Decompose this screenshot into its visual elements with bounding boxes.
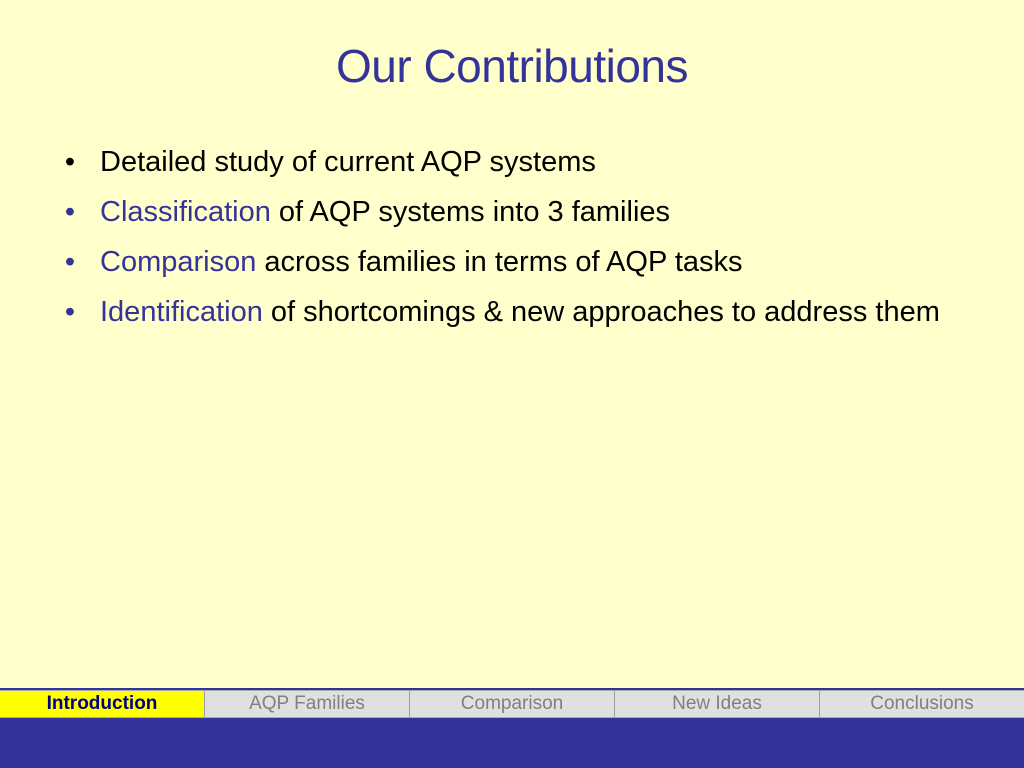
nav-item-conclusions[interactable]: Conclusions — [870, 693, 974, 714]
slide-title: Our Contributions — [336, 40, 688, 92]
bullet-dot-icon: • — [64, 196, 76, 228]
bullet-item-4 — [60, 292, 960, 332]
bullet-text: Detailed study of current AQP systems — [100, 146, 596, 178]
section-nav — [0, 690, 1024, 718]
nav-item-comparison[interactable]: Comparison — [410, 691, 615, 717]
bullet-item-2 — [60, 192, 960, 232]
nav-bar — [0, 688, 1024, 768]
nav-item-aqp-families[interactable]: AQP Families — [205, 691, 410, 717]
nav-item-introduction[interactable]: Introduction — [0, 691, 205, 717]
bullet-highlight: Identification — [100, 296, 263, 328]
bullet-text: across families in terms of AQP tasks — [256, 246, 743, 278]
bullet-dot-icon: • — [64, 296, 76, 328]
bullet-highlight: Comparison — [100, 246, 257, 278]
bullet-list — [60, 142, 960, 342]
bullet-item-3 — [60, 242, 960, 282]
bullet-text: of shortcomings & new approaches to address them — [262, 296, 940, 328]
bullet-dot-icon: • — [64, 246, 76, 278]
bullet-highlight: Classification — [100, 196, 271, 228]
bullet-item-1 — [60, 142, 960, 182]
bullet-text: of AQP systems into 3 families — [270, 196, 671, 228]
nav-item-new-ideas[interactable]: New Ideas — [615, 691, 820, 717]
bullet-dot-icon: • — [64, 146, 76, 178]
